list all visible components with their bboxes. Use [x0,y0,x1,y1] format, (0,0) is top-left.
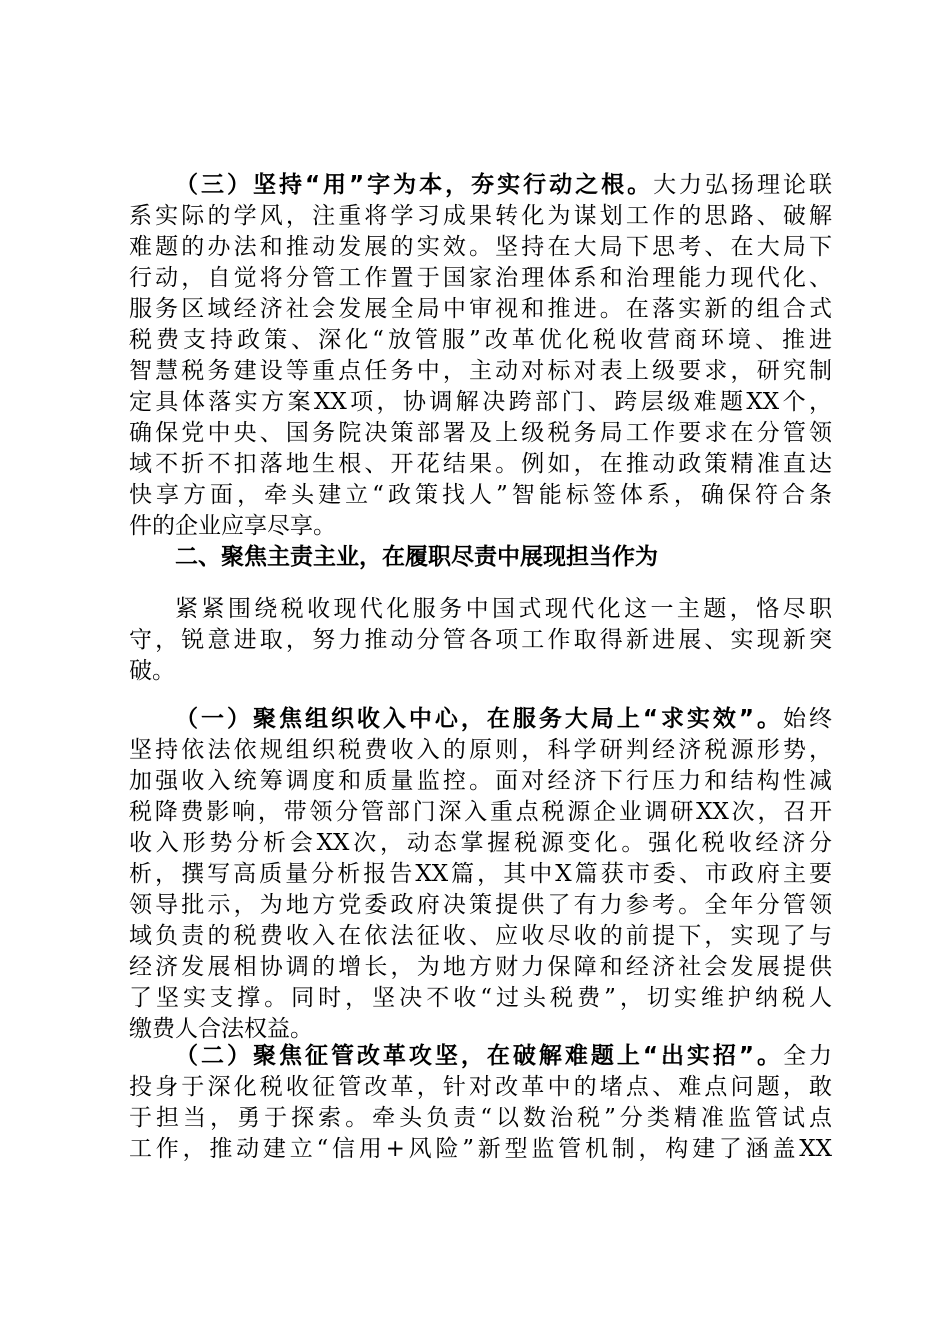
paragraph-line: 了坚实支撑。同时，坚决不收“过头税费”，切实维护纳税人 [129,985,832,1011]
paragraph-line: 领导批示，为地方党委政府决策提供了有力参考。全年分管领 [129,892,832,918]
paragraph-line: 域负责的税费收入在依法征收、应收尽收的前提下，实现了与 [129,923,832,949]
paragraph-line: 于担当，勇于探索。牵头负责“以数治税”分类精准监管试点 [129,1105,832,1131]
paragraph-intro [129,594,832,687]
bold-lead-sentence: （一）聚焦组织收入中心，在服务大局上“求实效”。 [175,706,784,732]
paragraph-line: 析，撰写高质量分析报告XX篇，其中X篇获市委、市政府主要 [129,861,832,887]
paragraph-line: 件的企业应享尽享。 [129,513,336,539]
paragraph-line: 破。 [129,658,175,684]
paragraph-line: 快享方面，牵头建立“政策找人”智能标签体系，确保符合条 [129,482,832,508]
paragraph-line: 收入形势分析会XX次，动态掌握税源变化。强化税收经济分 [129,830,832,856]
paragraph-line: 加强收入统筹调度和质量监控。面对经济下行压力和结构性减 [129,768,832,794]
paragraph-line: 紧紧围绕税收现代化服务中国式现代化这一主题，恪尽职 [175,596,832,622]
paragraph-line: 缴费人合法权益。 [129,1016,313,1042]
paragraph-line: 守，锐意进取，努力推动分管各项工作取得新进展、实现新突 [129,627,832,653]
paragraph-section-3 [129,170,832,542]
paragraph-line: 行动，自觉将分管工作置于国家治理体系和治理能力现代化、 [129,265,832,291]
paragraph-line: 定具体落实方案XX项，协调解决跨部门、跨层级难题XX个， [129,389,832,415]
paragraph-subsection-2 [129,1041,832,1165]
paragraph-first-line [129,170,832,201]
paragraph-first-line [129,1041,832,1072]
paragraph-line: 确保党中央、国务院决策部署及上级税务局工作要求在分管领 [129,420,832,446]
paragraph-line: 工作，推动建立“信用+风险”新型监管机制，构建了涵盖XX [129,1136,832,1162]
paragraph-line: 系实际的学风，注重将学习成果转化为谋划工作的思路、破解 [129,203,832,229]
paragraph-line: 经济发展相协调的增长，为地方财力保障和经济社会发展提供 [129,954,832,980]
paragraph-text: 大力弘扬理论联 [653,172,833,198]
paragraph-line: 难题的办法和推动发展的实效。坚持在大局下思考、在大局下 [129,234,832,260]
paragraph-line: 智慧税务建设等重点任务中，主动对标对表上级要求，研究制 [129,358,832,384]
paragraph-text: 始终 [783,706,833,732]
paragraph-first-line [129,704,832,735]
paragraph-line: 服务区域经济社会发展全局中审视和推进。在落实新的组合式 [129,296,832,322]
paragraph-line: 坚持依法依规组织税费收入的原则，科学研判经济税源形势， [129,737,832,763]
section-heading-text: 二、聚焦主责主业，在履职尽责中展现担当作为 [175,544,658,570]
paragraph-line: 域不折不扣落地生根、开花结果。例如，在推动政策精准直达 [129,451,832,477]
bold-lead-sentence: （二）聚焦征管改革攻坚，在破解难题上“出实招”。 [175,1043,784,1069]
paragraph-subsection-1 [129,704,832,1045]
section-heading-2 [129,542,832,573]
bold-lead-sentence: （三）坚持“用”字为本，夯实行动之根。 [175,172,654,198]
paragraph-text: 全力 [783,1043,833,1069]
paragraph-line: 税降费影响，带领分管部门深入重点税源企业调研XX次，召开 [129,799,832,825]
paragraph-line: 税费支持政策、深化“放管服”改革优化税收营商环境、推进 [129,327,832,353]
paragraph-line: 投身于深化税收征管改革，针对改革中的堵点、难点问题，敢 [129,1074,832,1100]
